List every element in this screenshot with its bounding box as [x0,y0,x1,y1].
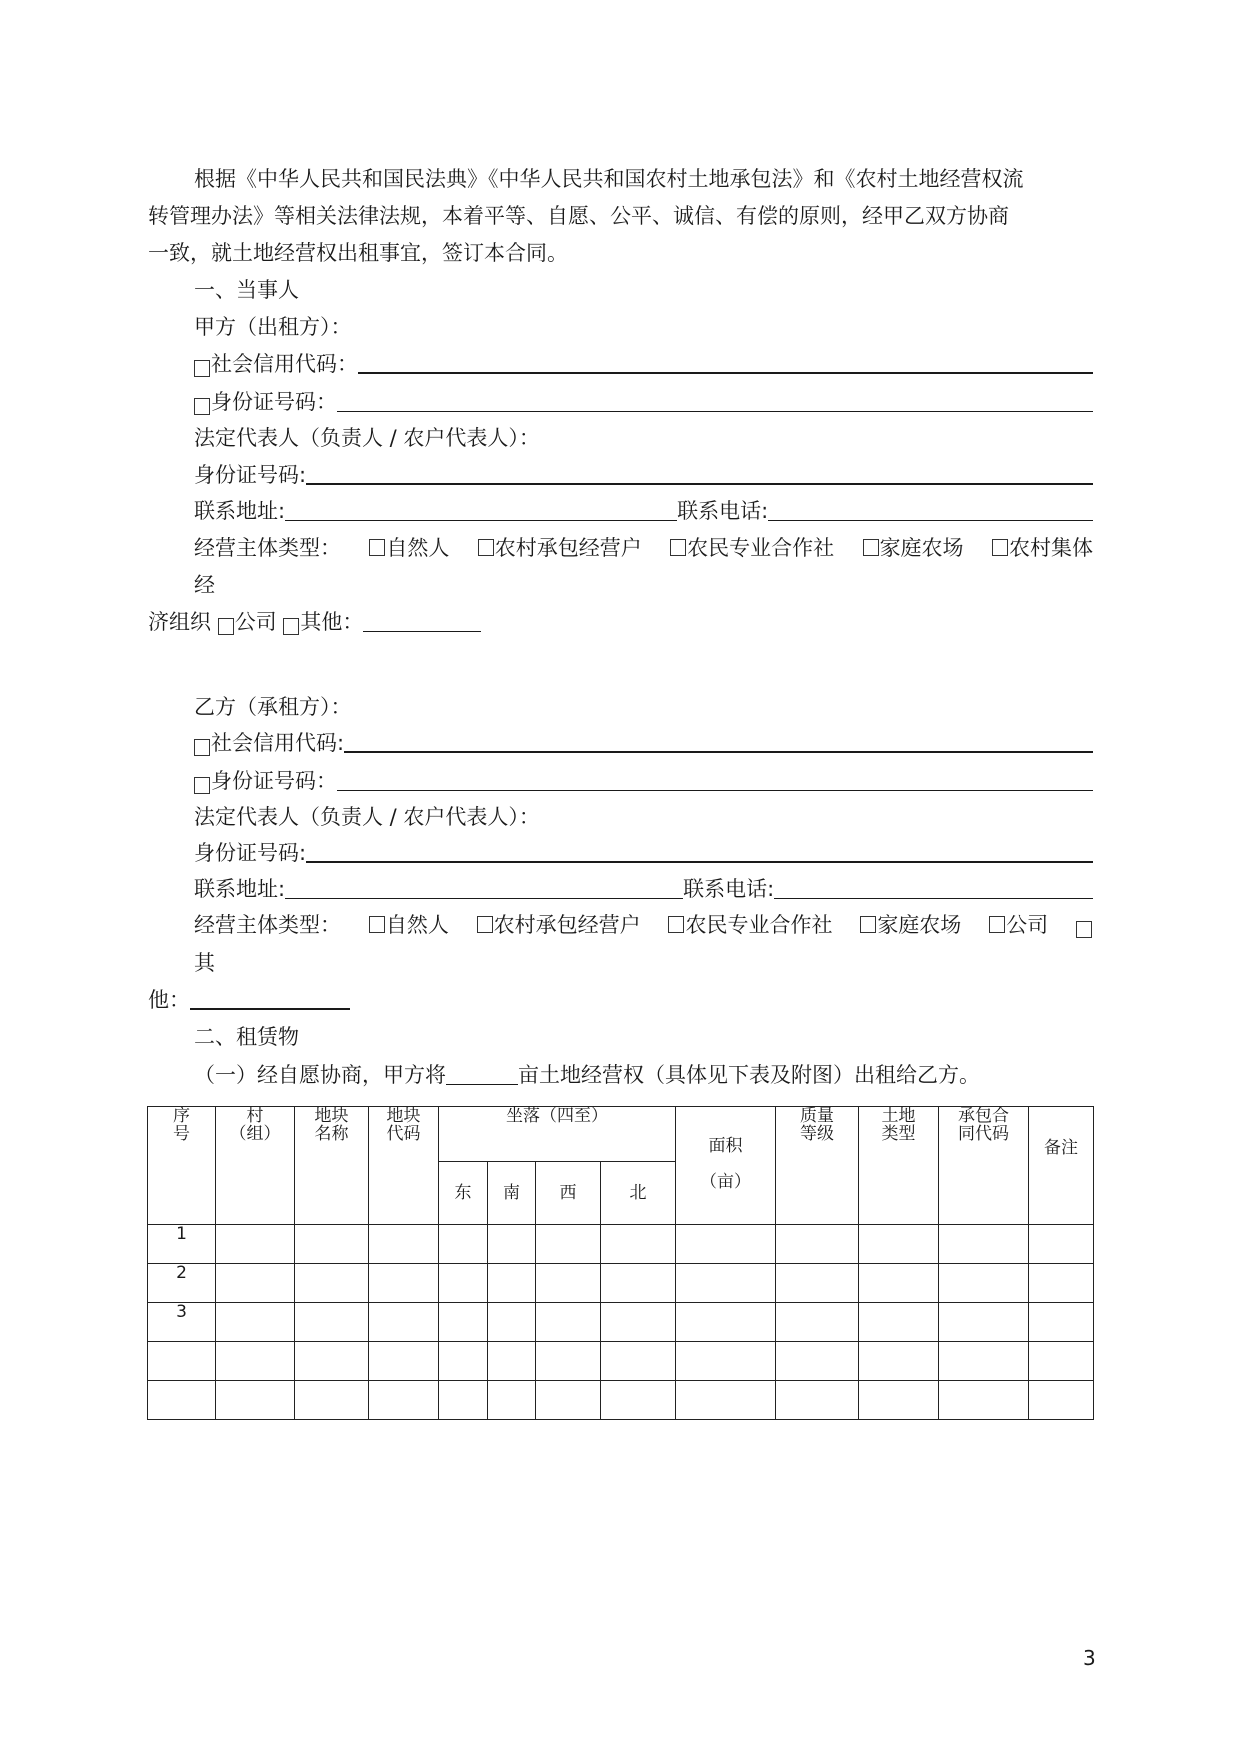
section-heading [194,1024,1093,1050]
table-row [148,1342,1094,1381]
party-a-entity-row-2 [148,609,1093,635]
id-number-blank[interactable] [337,790,1093,791]
entity-option[interactable] [670,535,834,561]
table-cell[interactable] [536,1225,601,1264]
table-cell[interactable] [776,1225,859,1264]
table-cell[interactable] [488,1342,536,1381]
party-a-entity-wrap [194,572,1093,598]
section-heading [194,277,1093,303]
table-cell[interactable] [776,1303,859,1342]
option-label: 公司 [1006,913,1049,937]
header-north: 北 [601,1162,676,1225]
table-cell[interactable] [859,1264,939,1303]
table-cell[interactable] [488,1264,536,1303]
clause-1 [194,1062,1093,1088]
checkbox-icon[interactable] [194,739,210,756]
table-cell[interactable] [676,1381,776,1420]
field-label: 联系地址: [194,499,286,523]
entity-option[interactable] [860,912,961,938]
table-cell[interactable] [859,1225,939,1264]
field-label: 社会信用代码: [211,731,345,755]
credit-code-blank[interactable] [344,751,1093,753]
field-label: 法定代表人（负责人 / 农户代表人）： [194,426,540,450]
cell-seq[interactable]: 3 [148,1303,216,1342]
field-label: 联系地址: [194,877,286,901]
checkbox-icon[interactable] [194,360,210,377]
table-cell[interactable] [439,1381,488,1420]
header-seq: 序 号 [148,1107,216,1225]
table-cell[interactable] [1029,1225,1094,1264]
intro-text: 根据《中华人民共和国民法典》《中华人民共和国农村土地承包法》和《农村土地经营权流 [194,167,1024,191]
option-label: 农民专业合作社 [687,536,835,560]
field-label: 法定代表人（负责人 / 农户代表人）： [194,805,540,829]
intro-text: 转管理办法》等相关法律法规，本着平等、自愿、公平、诚信、有偿的原则，经甲乙双方协商 [148,204,1009,228]
table-cell[interactable] [295,1264,369,1303]
rep-id-blank[interactable] [306,483,1093,485]
option-label: 其他： [300,610,364,634]
table-cell[interactable] [439,1342,488,1381]
header-quality: 质量 等级 [776,1107,859,1225]
address-blank[interactable] [285,520,677,521]
table-cell[interactable] [859,1303,939,1342]
field-label: 身份证号码: [194,841,307,865]
header-east: 东 [439,1162,488,1225]
wrapped-text: 济组织 [148,610,211,634]
checkbox-icon[interactable] [369,539,385,556]
option-label: 家庭农场 [877,913,962,937]
party-title: 乙方（承租方）： [194,695,352,719]
option-label: 农村承包经营户 [494,536,642,560]
section-title: 一、当事人 [194,278,299,302]
entity-option[interactable] [369,535,449,561]
table-row [148,1264,1094,1303]
table-cell[interactable] [369,1225,439,1264]
intro-line-2 [148,203,1093,229]
checkbox-icon[interactable] [668,916,684,933]
table-cell[interactable] [776,1342,859,1381]
field-label: 联系电话: [677,499,769,523]
table-cell[interactable] [601,1225,676,1264]
entity-option[interactable] [477,912,641,938]
table-cell[interactable] [216,1264,295,1303]
table-cell[interactable] [216,1342,295,1381]
table-cell[interactable] [1029,1342,1094,1381]
table-cell[interactable] [676,1342,776,1381]
party-a-title [194,314,1093,340]
option-label: 农村承包经营户 [493,913,641,937]
header-area: 面积 （亩） [676,1107,776,1225]
table-cell[interactable] [216,1225,295,1264]
address-blank[interactable] [285,898,683,899]
other-blank[interactable] [363,631,481,632]
table-cell[interactable] [536,1264,601,1303]
checkbox-icon[interactable] [283,618,299,635]
entity-option[interactable] [992,535,1093,561]
table-cell[interactable] [1029,1264,1094,1303]
entity-option[interactable] [668,912,832,938]
wrapped-text: 经 [194,573,215,597]
section-title: 二、租赁物 [194,1025,299,1049]
checkbox-icon[interactable] [194,398,210,415]
header-remarks: 备注 [1029,1107,1094,1225]
option-label: 自然人 [385,913,449,937]
intro-line-1 [194,166,1093,192]
rep-id-blank[interactable] [306,861,1093,863]
party-a-entity-row [194,535,1093,561]
table-cell[interactable] [601,1303,676,1342]
field-label: 社会信用代码： [211,352,358,376]
header-contract-code: 承包合 同代码 [939,1107,1029,1225]
party-a-contact-row [194,498,1093,524]
wrapped-text: 他： [148,988,190,1012]
phone-blank[interactable] [768,520,1093,521]
table-cell[interactable] [439,1264,488,1303]
id-number-blank[interactable] [337,411,1093,412]
party-a-credit-code-row [194,351,1093,377]
parcel-table [147,1106,1094,1420]
table-header-row [148,1107,1094,1162]
checkbox-icon[interactable] [218,618,234,635]
field-label: 经营主体类型： [194,913,341,937]
cell-seq[interactable] [148,1381,216,1420]
party-b-entity-row-2 [148,987,1093,1013]
intro-text: 一致，就土地经营权出租事宜，签订本合同。 [148,241,568,265]
party-b-rep-id-row [194,840,1093,866]
table-cell[interactable] [439,1303,488,1342]
entity-option[interactable] [989,912,1048,938]
field-label: 身份证号码： [211,390,337,414]
header-west: 西 [536,1162,601,1225]
table-cell[interactable] [939,1225,1029,1264]
checkbox-icon[interactable] [863,539,879,556]
table-cell[interactable] [488,1381,536,1420]
entity-option[interactable] [478,535,642,561]
other-blank[interactable] [190,1008,350,1010]
checkbox-icon[interactable] [369,916,385,933]
cell-seq[interactable] [148,1342,216,1381]
table-cell[interactable] [601,1342,676,1381]
table-cell[interactable] [536,1303,601,1342]
option-label: 家庭农场 [879,536,964,560]
table-cell[interactable] [776,1264,859,1303]
checkbox-icon[interactable] [1076,921,1092,938]
header-parcel-name: 地块 名称 [295,1107,369,1225]
cell-seq[interactable]: 2 [148,1264,216,1303]
table-cell[interactable] [369,1342,439,1381]
party-b-rep-row [194,804,1093,830]
checkbox-icon[interactable] [989,916,1005,933]
option-label: 农村集体 [1008,536,1093,560]
clause-text: （一）经自愿协商，甲方将 [194,1063,446,1087]
field-label: 身份证号码: [194,463,307,487]
table-cell[interactable] [676,1264,776,1303]
table-cell[interactable] [488,1225,536,1264]
party-b-entity-wrap [194,950,1093,976]
table-cell[interactable] [939,1342,1029,1381]
checkbox-icon[interactable] [477,916,493,933]
field-label: 联系电话: [683,877,775,901]
wrapped-text: 其 [194,951,215,975]
field-label: 经营主体类型： [194,536,341,560]
checkbox-icon[interactable] [992,539,1008,556]
cell-seq[interactable]: 1 [148,1225,216,1264]
table-cell[interactable] [216,1381,295,1420]
entity-option[interactable] [369,912,449,938]
table-cell[interactable] [369,1303,439,1342]
table-cell[interactable] [939,1381,1029,1420]
party-b-entity-row [194,912,1093,938]
table-cell[interactable] [676,1225,776,1264]
table-cell[interactable] [488,1303,536,1342]
header-location: 坐落（四至） [439,1107,676,1162]
table-row [148,1303,1094,1342]
table-cell[interactable] [536,1342,601,1381]
header-parcel-code: 地块 代码 [369,1107,439,1225]
table-cell[interactable] [1029,1381,1094,1420]
page-number: 3 [1083,1646,1096,1670]
party-b-contact-row [194,876,1093,902]
phone-blank[interactable] [774,898,1093,899]
intro-line-3 [148,240,1093,266]
party-b-id-row [194,768,1093,794]
table-cell[interactable] [859,1342,939,1381]
checkbox-icon[interactable] [670,539,686,556]
table-cell[interactable] [216,1303,295,1342]
table-cell[interactable] [601,1381,676,1420]
party-b-credit-code-row [194,730,1093,756]
party-b-title [194,694,1093,720]
table-cell[interactable] [439,1225,488,1264]
checkbox-icon[interactable] [478,539,494,556]
party-title: 甲方（出租方）： [194,315,352,339]
table-row [148,1381,1094,1420]
table-cell[interactable] [601,1264,676,1303]
table-cell[interactable] [295,1225,369,1264]
clause-text: 亩土地经营权（具体见下表及附图）出租给乙方。 [518,1063,980,1087]
party-a-rep-row [194,425,1093,451]
table-cell[interactable] [295,1342,369,1381]
header-south: 南 [488,1162,536,1225]
table-row [148,1225,1094,1264]
table-cell[interactable] [295,1381,369,1420]
party-a-id-row [194,389,1093,415]
table-cell[interactable] [369,1264,439,1303]
field-label: 身份证号码： [211,769,337,793]
table-cell[interactable] [295,1303,369,1342]
table-cell[interactable] [939,1303,1029,1342]
header-land-type: 土地 类型 [859,1107,939,1225]
option-label: 公司 [234,610,277,634]
entity-option[interactable] [863,535,964,561]
credit-code-blank[interactable] [358,372,1093,374]
table-cell[interactable] [369,1381,439,1420]
header-village: 村 （组） [216,1107,295,1225]
table-cell[interactable] [859,1381,939,1420]
area-blank[interactable] [446,1084,518,1085]
party-a-rep-id-row [194,462,1093,488]
checkbox-icon[interactable] [194,777,210,794]
table-cell[interactable] [939,1264,1029,1303]
option-label: 自然人 [386,536,450,560]
checkbox-icon[interactable] [860,916,876,933]
table-cell[interactable] [776,1381,859,1420]
table-cell[interactable] [676,1303,776,1342]
option-label: 农民专业合作社 [685,913,833,937]
table-cell[interactable] [1029,1303,1094,1342]
table-cell[interactable] [536,1381,601,1420]
